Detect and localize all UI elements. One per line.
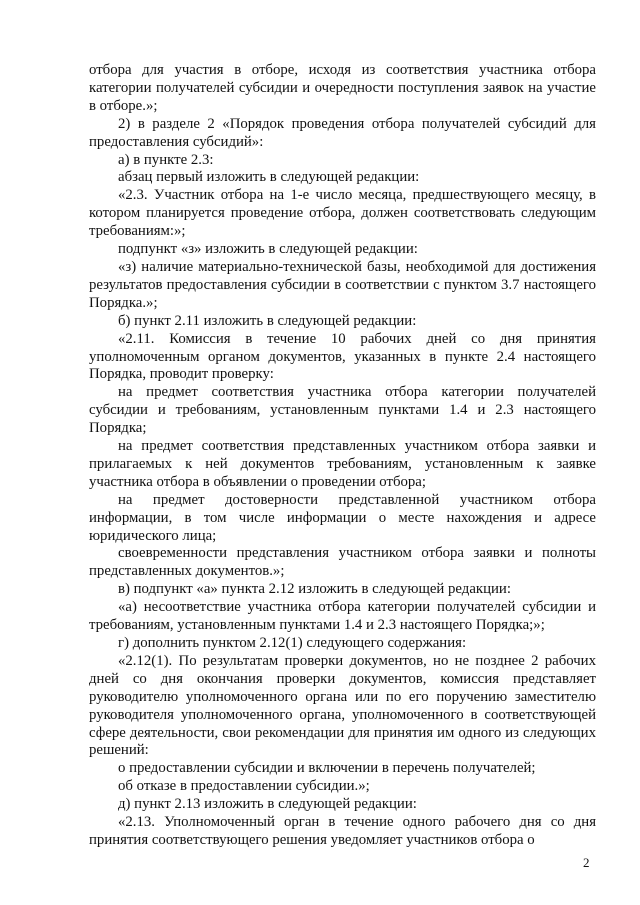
page-number: 2 [583,855,590,870]
paragraph-check-2: на предмет соответствия представленных участником отбора заявки и прилагаемых к ней документов требованиям, установленным к заявке участника отбора в объявлении о проведении отбора; [89,438,596,490]
paragraph-first-abzac: абзац первый изложить в следующей редакции: [118,169,420,186]
paragraph-subitem-z: подпункт «з» изложить в следующей редакции: [118,241,418,258]
paragraph-section-2: 2) в разделе 2 «Порядок проведения отбора получателей субсидий для предоставления субсидий»: [89,115,596,150]
paragraph-item-d: д) пункт 2.13 изложить в следующей редакции: [118,796,417,813]
paragraph-2-11: «2.11. Комиссия в течение 10 рабочих дней со дня принятия уполномоченным органом документов, указанных в пункте 2.4 настоящего Порядка, проводит проверку: [89,330,596,383]
paragraph-2-12-1: «2.12(1). По результатам проверки документов, но не позднее 2 рабочих дней со дня окончания проверки документов, комиссия представляет руководителю уполномоченного органа или по его поручению заместителю руководителя уполномоченного органа, уполномоченного в соответствующей сфере деятельности, свои рекомендации для принятия им одного из следующих решений: [89,652,596,759]
paragraph-decision-1: о предоставлении субсидии и включении в перечень получателей; [118,760,536,777]
paragraph-item-g: г) дополнить пунктом 2.12(1) следующего содержания: [118,635,467,651]
paragraph-a-text: «а) несоответствие участника отбора категории получателей субсидии и требованиям, установленным пунктами 1.4 и 2.3 настоящего Порядка;»; [89,599,596,634]
paragraph-2-3: «2.3. Участник отбора на 1-е число месяца, предшествующего месяцу, в котором планируется проведение отбора, должен соответствовать следующим требованиям:»; [89,187,596,240]
document-page [89,62,596,850]
paragraph-check-3: на предмет достоверности представленной участником отбора информации, в том числе информации о месте нахождения и адресе юридического лица; [89,491,596,544]
paragraph-item-a: а) в пункте 2.3: [118,151,214,168]
paragraph-2-13: «2.13. Уполномоченный орган в течение одного рабочего дня со дня принятия соответствующего решения уведомляет участников отбора о [89,814,596,848]
paragraph-item-v: в) подпункт «а» пункта 2.12 изложить в следующей редакции: [118,581,511,598]
paragraph-item-b: б) пункт 2.11 изложить в следующей редакции: [118,312,417,329]
paragraph-z-text: «з) наличие материально-технической базы, необходимой для достижения результатов предоставления субсидии в соответствии с пунктом 3.7 настоящего Порядка.»; [89,258,596,311]
paragraph-decision-2: об отказе в предоставлении субсидии.»; [118,778,370,795]
paragraph-check-4: своевременности представления участником отбора заявки и полноты представленных документов.»; [89,545,596,580]
paragraph-continuation: отбора для участия в отборе, исходя из соответствия участника отбора категории получателей субсидии и очередности поступления заявок на участие в отборе.»; [89,62,596,114]
paragraph-check-1: на предмет соответствия участника отбора категории получателей субсидии и требованиям, установленным пунктами 1.4 и 2.3 настоящего Порядка; [89,384,596,437]
